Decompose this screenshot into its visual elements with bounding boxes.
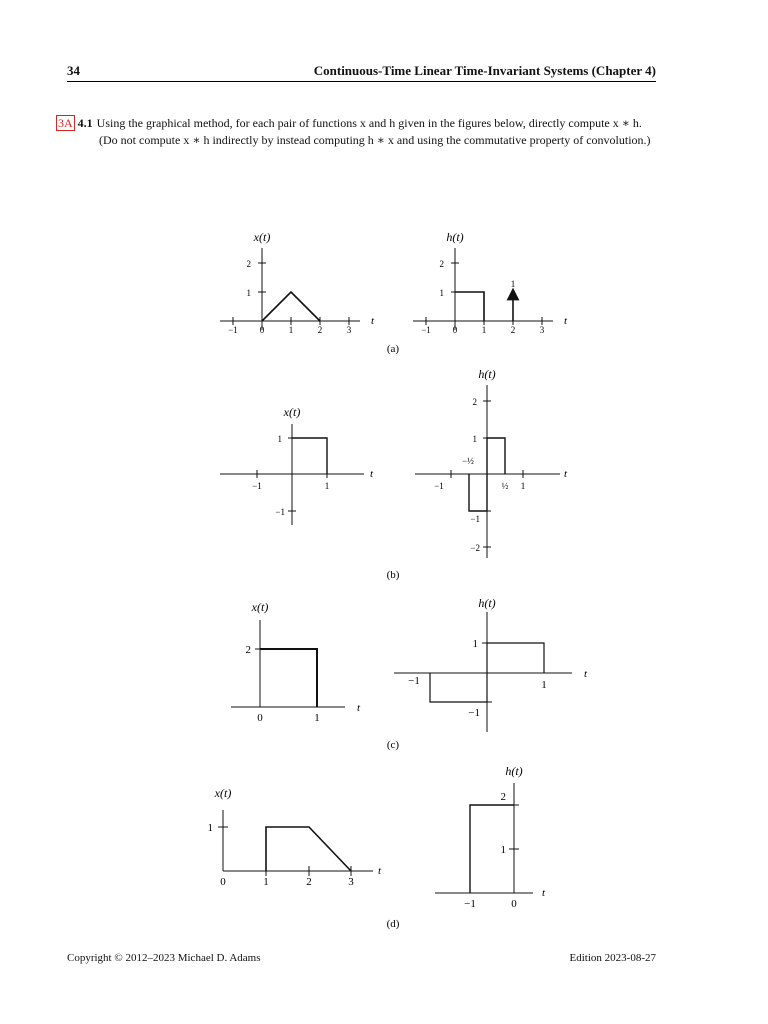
fig-b-x-rect xyxy=(292,438,327,474)
fig-d-caption: (d) xyxy=(386,918,400,930)
problem-text-line2: (Do not compute x ∗ h indirectly by instead computing h ∗ x and using the commutative property of convolution.) xyxy=(99,133,651,147)
fig-b-x-plot xyxy=(220,405,374,525)
fig-b-x-t-label: t xyxy=(370,468,374,480)
fig-a-h-tick-label: 1 xyxy=(481,325,487,335)
fig-a-h-t-label: t xyxy=(564,315,568,327)
fig-d-x-tick-label: 2 xyxy=(306,876,312,888)
fig-c-h-vtick-label: −1 xyxy=(468,707,480,719)
footer-copyright: Copyright © 2012–2023 Michael D. Adams xyxy=(67,952,261,964)
fig-d-h-tick-label: −1 xyxy=(464,898,476,910)
fig-b-x-tick-label: 1 xyxy=(324,481,330,491)
fig-d-x-plot xyxy=(208,786,383,888)
fig-d-x-t-label: t xyxy=(378,865,382,877)
fig-a-h-plot xyxy=(413,230,568,335)
fig-c-x-tick-label: 1 xyxy=(314,712,320,724)
fig-d-x-label: x(t) xyxy=(214,786,232,800)
fig-b-x-vtick-label: 1 xyxy=(277,434,282,444)
fig-d-h-label: h(t) xyxy=(505,764,523,778)
fig-b-h-tick-label: 1 xyxy=(520,481,526,491)
fig-c-h-t-label: t xyxy=(584,668,588,680)
fig-b-h-tick-label: −1 xyxy=(434,481,444,491)
fig-a-h-tick-label: −1 xyxy=(421,325,431,335)
fig-a-x-triangle xyxy=(262,292,320,321)
fig-a-x-label: x(t) xyxy=(253,230,271,244)
fig-d-x-tick-label: 3 xyxy=(348,876,354,888)
fig-d-x-ticks xyxy=(218,827,351,876)
fig-d-h-t-label: t xyxy=(542,887,546,899)
fig-a-x-tick-label: 1 xyxy=(288,325,294,335)
page-number: 34 xyxy=(67,63,80,78)
fig-c-h-plot xyxy=(394,596,588,732)
fig-a-x-tick-label: 0 xyxy=(259,325,265,335)
fig-d-h-vtick-label: 2 xyxy=(500,791,506,803)
fig-a-h-vtick-label: 2 xyxy=(439,259,444,269)
fig-c-h-vtick-label: 1 xyxy=(472,638,478,650)
fig-d-x-tick-label: 0 xyxy=(220,876,226,888)
fig-b-h-t-label: t xyxy=(564,468,568,480)
fig-b-h-vtick-label: −2 xyxy=(470,543,480,553)
fig-d-h-plot xyxy=(435,764,546,910)
fig-c-x-tick-label: 0 xyxy=(257,712,263,724)
fig-c-x-label: x(t) xyxy=(251,600,269,614)
fig-d-h-tick-label: 0 xyxy=(511,898,517,910)
fig-b-x-tick-label: −1 xyxy=(252,481,262,491)
footer-edition: Edition 2023-08-27 xyxy=(569,952,656,964)
fig-d-h-vtick-label: 1 xyxy=(500,844,506,856)
fig-a-h-tick-label: 2 xyxy=(510,325,516,335)
fig-b-h-vtick-label: 2 xyxy=(472,397,477,407)
fig-d-x-vtick-label: 1 xyxy=(207,822,213,834)
fig-c-caption: (c) xyxy=(386,739,400,751)
fig-a-h-tick-label: 0 xyxy=(452,325,458,335)
fig-b-x-label: x(t) xyxy=(283,405,301,419)
fig-a-caption: (a) xyxy=(386,343,400,355)
fig-c-h-tick-label: −1 xyxy=(408,675,420,687)
fig-b-h-tick-label: −½ xyxy=(462,456,474,466)
fig-a-h-vtick-label: 1 xyxy=(439,288,444,298)
fig-b-x-vtick-label: −1 xyxy=(275,507,285,517)
fig-b-h-label: h(t) xyxy=(478,367,496,381)
fig-a-impulse-label: 1 xyxy=(510,279,516,289)
fig-c-x-vtick-label: 2 xyxy=(245,644,251,656)
fig-a-x-vtick-label: 1 xyxy=(246,288,251,298)
fig-c-h-label: h(t) xyxy=(478,596,496,610)
fig-d-h-rect xyxy=(470,805,514,893)
problem-tag[interactable]: 3A xyxy=(58,116,73,130)
fig-c-h-tick-label: 1 xyxy=(541,679,547,691)
fig-b-h-vtick-label: 1 xyxy=(472,434,477,444)
problem-number: 4.1 xyxy=(77,116,93,130)
fig-b-h-plot xyxy=(415,367,568,558)
fig-a-x-vtick-label: 2 xyxy=(246,259,251,269)
fig-b-h-tick-label: ½ xyxy=(501,481,509,491)
problem-text-line1: Using the graphical method, for each pair of functions x and h given in the figures below, directly compute x ∗ h. xyxy=(96,116,642,130)
fig-c-x-plot xyxy=(231,600,361,724)
running-header-title: Continuous-Time Linear Time-Invariant Systems (Chapter 4) xyxy=(313,63,656,78)
fig-b-h-vtick-label: −1 xyxy=(470,514,480,524)
fig-b-caption: (b) xyxy=(386,569,400,581)
fig-a-h-label: h(t) xyxy=(446,230,464,244)
fig-a-x-t-label: t xyxy=(371,315,375,327)
fig-c-x-t-label: t xyxy=(357,702,361,714)
fig-a-x-tick-label: 3 xyxy=(346,325,352,335)
fig-a-x-tick-label: 2 xyxy=(317,325,323,335)
fig-d-x-tick-label: 1 xyxy=(263,876,269,888)
fig-a-h-tick-label: 3 xyxy=(539,325,545,335)
fig-a-h-rect xyxy=(455,292,484,321)
fig-a-x-plot xyxy=(220,230,375,335)
fig-d-x-shape xyxy=(266,827,351,871)
fig-a-x-tick-label: −1 xyxy=(228,325,238,335)
fig-c-x-rect xyxy=(260,649,317,707)
